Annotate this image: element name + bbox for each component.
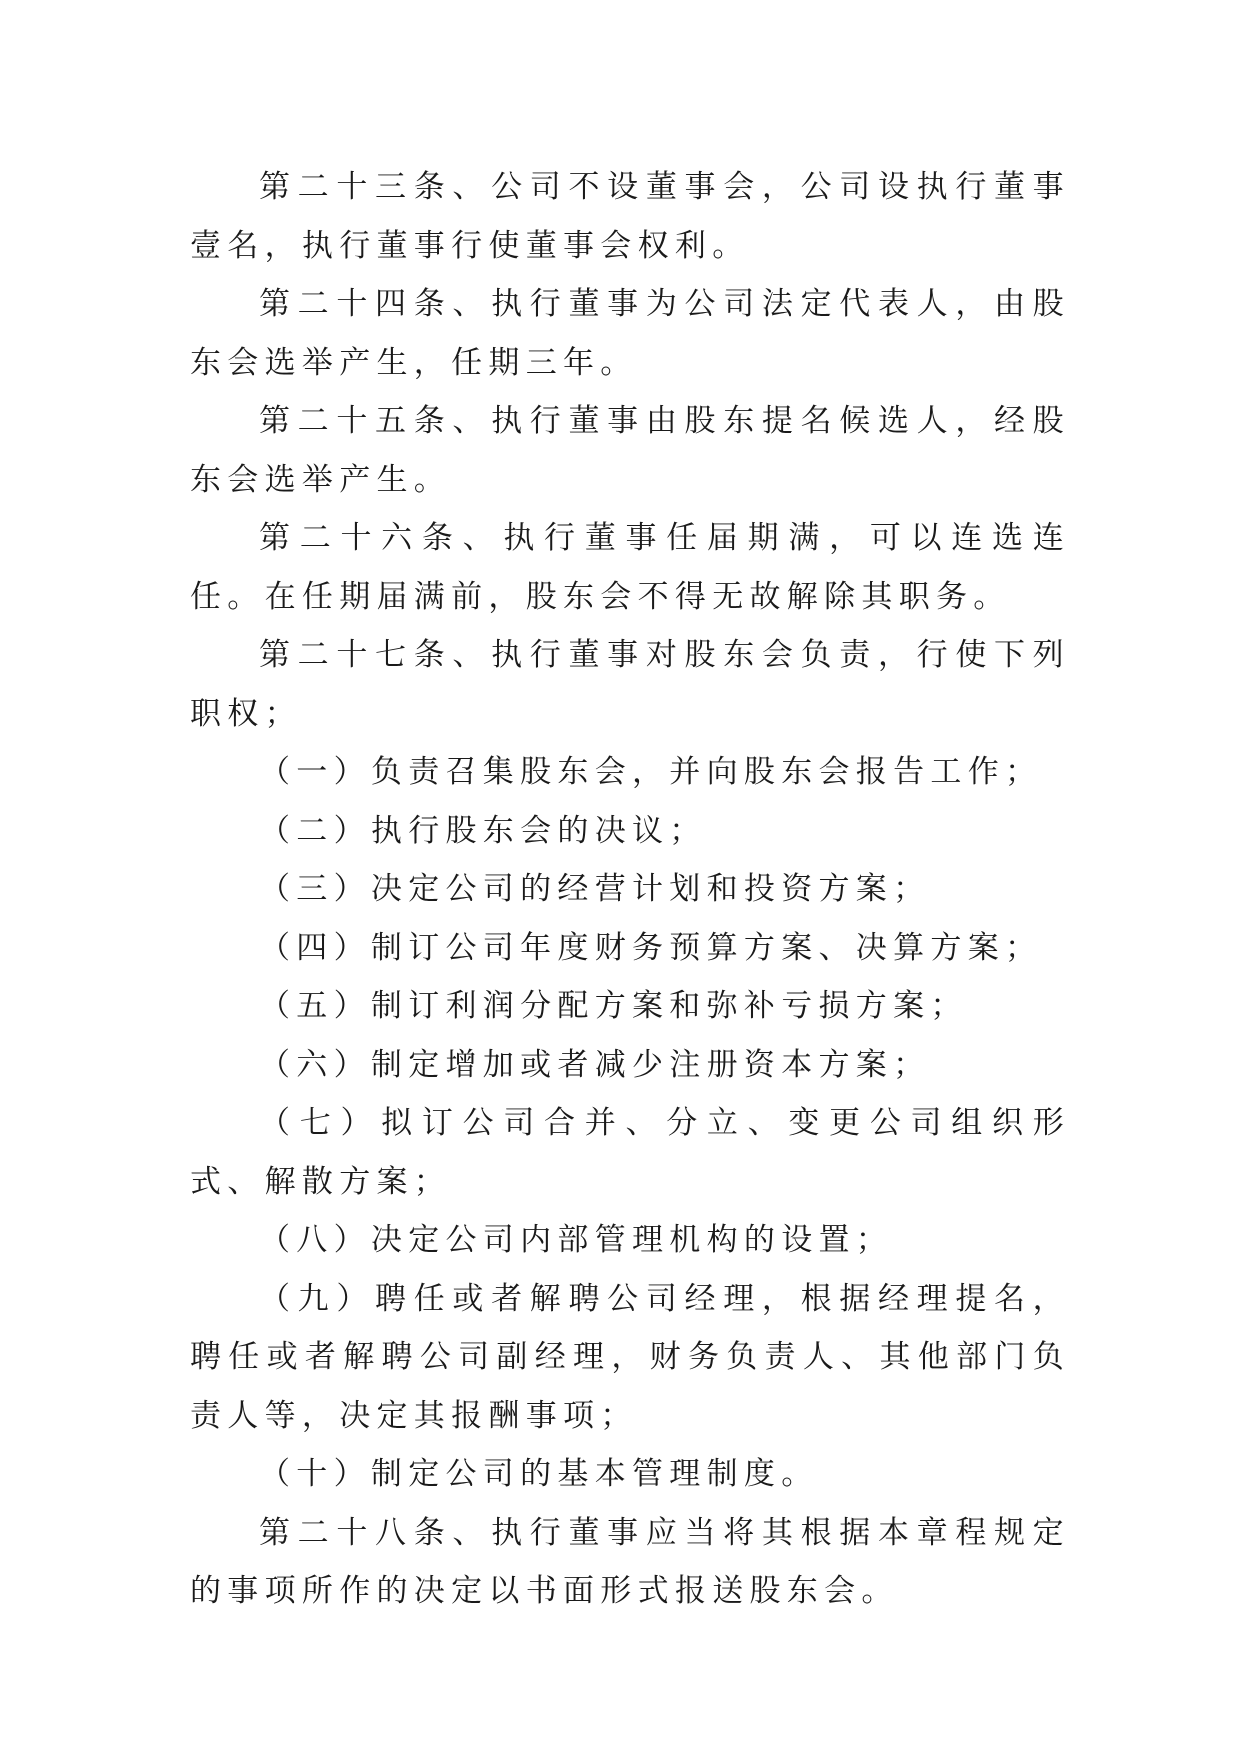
article-27-item-6: （六）制定增加或者减少注册资本方案； xyxy=(259,1046,931,1083)
article-27-item-8: （八）决定公司内部管理机构的设置； xyxy=(259,1222,894,1258)
article-27-item-1: （一）负责召集股东会，并向股东会报告工作； xyxy=(259,754,1043,790)
article-27-item-2: （二）执行股东会的决议； xyxy=(259,812,707,849)
article-28: 第二十八条、执行董事应当将其根据本章程规定的事项所作的决定以书面形式报送股东会。 xyxy=(190,1514,1070,1609)
article-27-item-7: （七）拟订公司合并、分立、变更公司组织形式、解散方案； xyxy=(190,1105,1070,1200)
article-27-item-3: （三）决定公司的经营计划和投资方案； xyxy=(259,871,931,907)
article-27-item-10: （十）制定公司的基本管理制度。 xyxy=(259,1456,819,1492)
article-25: 第二十五条、执行董事由股东提名候选人，经股东会选举产生。 xyxy=(190,403,1070,498)
document-body xyxy=(190,158,1070,1621)
article-24: 第二十四条、执行董事为公司法定代表人，由股东会选举产生，任期三年。 xyxy=(190,286,1070,381)
article-27-item-5: （五）制订利润分配方案和弥补亏损方案； xyxy=(259,988,968,1024)
article-27: 第二十七条、执行董事对股东会负责，行使下列职权； xyxy=(190,637,1070,732)
article-27-item-9: （九）聘任或者解聘公司经理，根据经理提名，聘任或者解聘公司副经理，财务负责人、其他部门负责人等，决定其报酬事项； xyxy=(190,1280,1070,1434)
article-23: 第二十三条、公司不设董事会，公司设执行董事壹名，执行董事行使董事会权利。 xyxy=(190,169,1070,264)
article-27-item-4: （四）制订公司年度财务预算方案、决算方案； xyxy=(259,929,1043,966)
article-26: 第二十六条、执行董事任届期满，可以连选连任。在任期届满前，股东会不得无故解除其职务。 xyxy=(190,520,1070,615)
